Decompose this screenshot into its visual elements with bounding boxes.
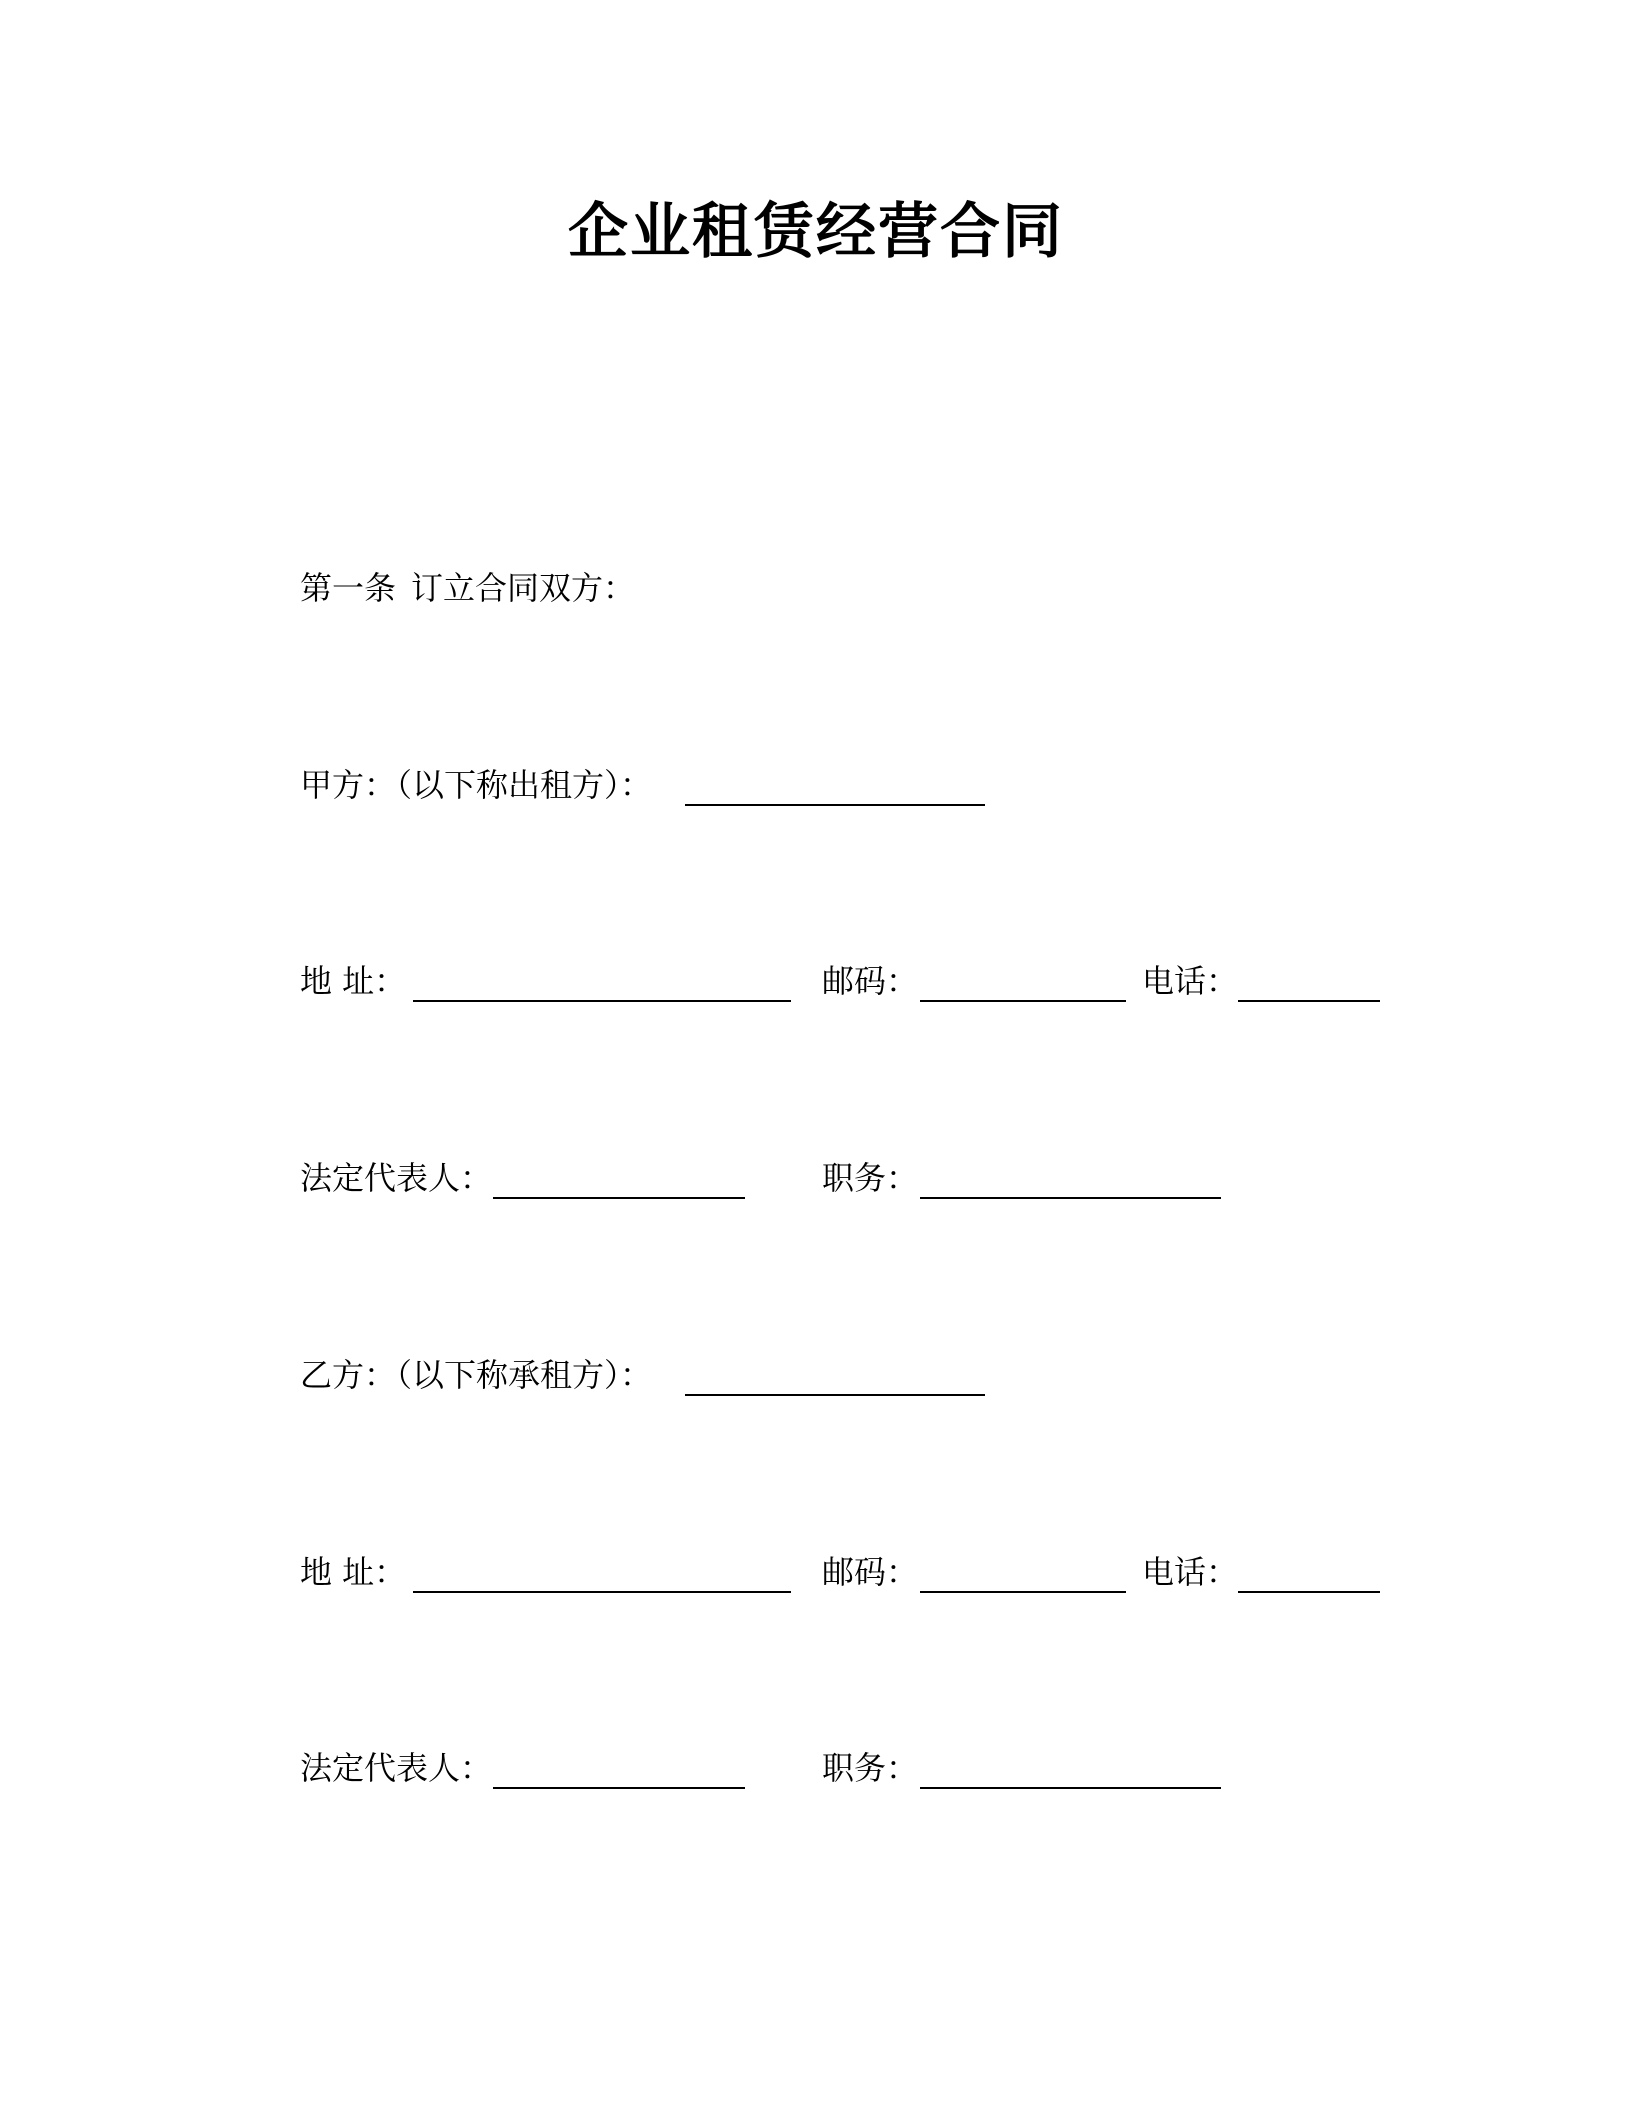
party-b-address-blank[interactable] <box>413 1591 791 1593</box>
party-a-legal-rep-blank[interactable] <box>493 1197 745 1199</box>
document-title: 企业租赁经营合同 <box>568 197 1064 267</box>
party-b-phone-label: 电话： <box>1142 1553 1239 1591</box>
party-b-legal-rep-blank[interactable] <box>493 1787 745 1789</box>
party-a-phone-label: 电话： <box>1142 962 1239 1000</box>
party-b-postcode-label: 邮码： <box>822 1553 919 1591</box>
party-a-postcode-label: 邮码： <box>822 962 919 1000</box>
party-a-legal-rep-label: 法定代表人： <box>300 1159 493 1197</box>
party-b-name-blank[interactable] <box>685 1394 985 1396</box>
party-a-postcode-blank[interactable] <box>920 1000 1126 1002</box>
article-1-number: 第一条 <box>300 569 397 607</box>
party-b-position-blank[interactable] <box>920 1787 1221 1789</box>
article-1-title: 订立合同双方： <box>411 569 636 607</box>
party-a-position-blank[interactable] <box>920 1197 1221 1199</box>
party-a-label: 甲方：（以下称出租方）： <box>300 766 653 804</box>
party-b-phone-blank[interactable] <box>1238 1591 1380 1593</box>
party-b-label: 乙方：（以下称承租方）： <box>300 1356 653 1394</box>
party-b-postcode-blank[interactable] <box>920 1591 1126 1593</box>
party-a-phone-blank[interactable] <box>1238 1000 1380 1002</box>
party-b-legal-rep-label: 法定代表人： <box>300 1749 493 1787</box>
party-a-address-blank[interactable] <box>413 1000 791 1002</box>
party-a-position-label: 职务： <box>822 1159 919 1197</box>
party-a-address-label: 地 址： <box>300 962 407 1000</box>
party-b-position-label: 职务： <box>822 1749 919 1787</box>
party-a-name-blank[interactable] <box>685 804 985 806</box>
party-b-address-label: 地 址： <box>300 1553 407 1591</box>
